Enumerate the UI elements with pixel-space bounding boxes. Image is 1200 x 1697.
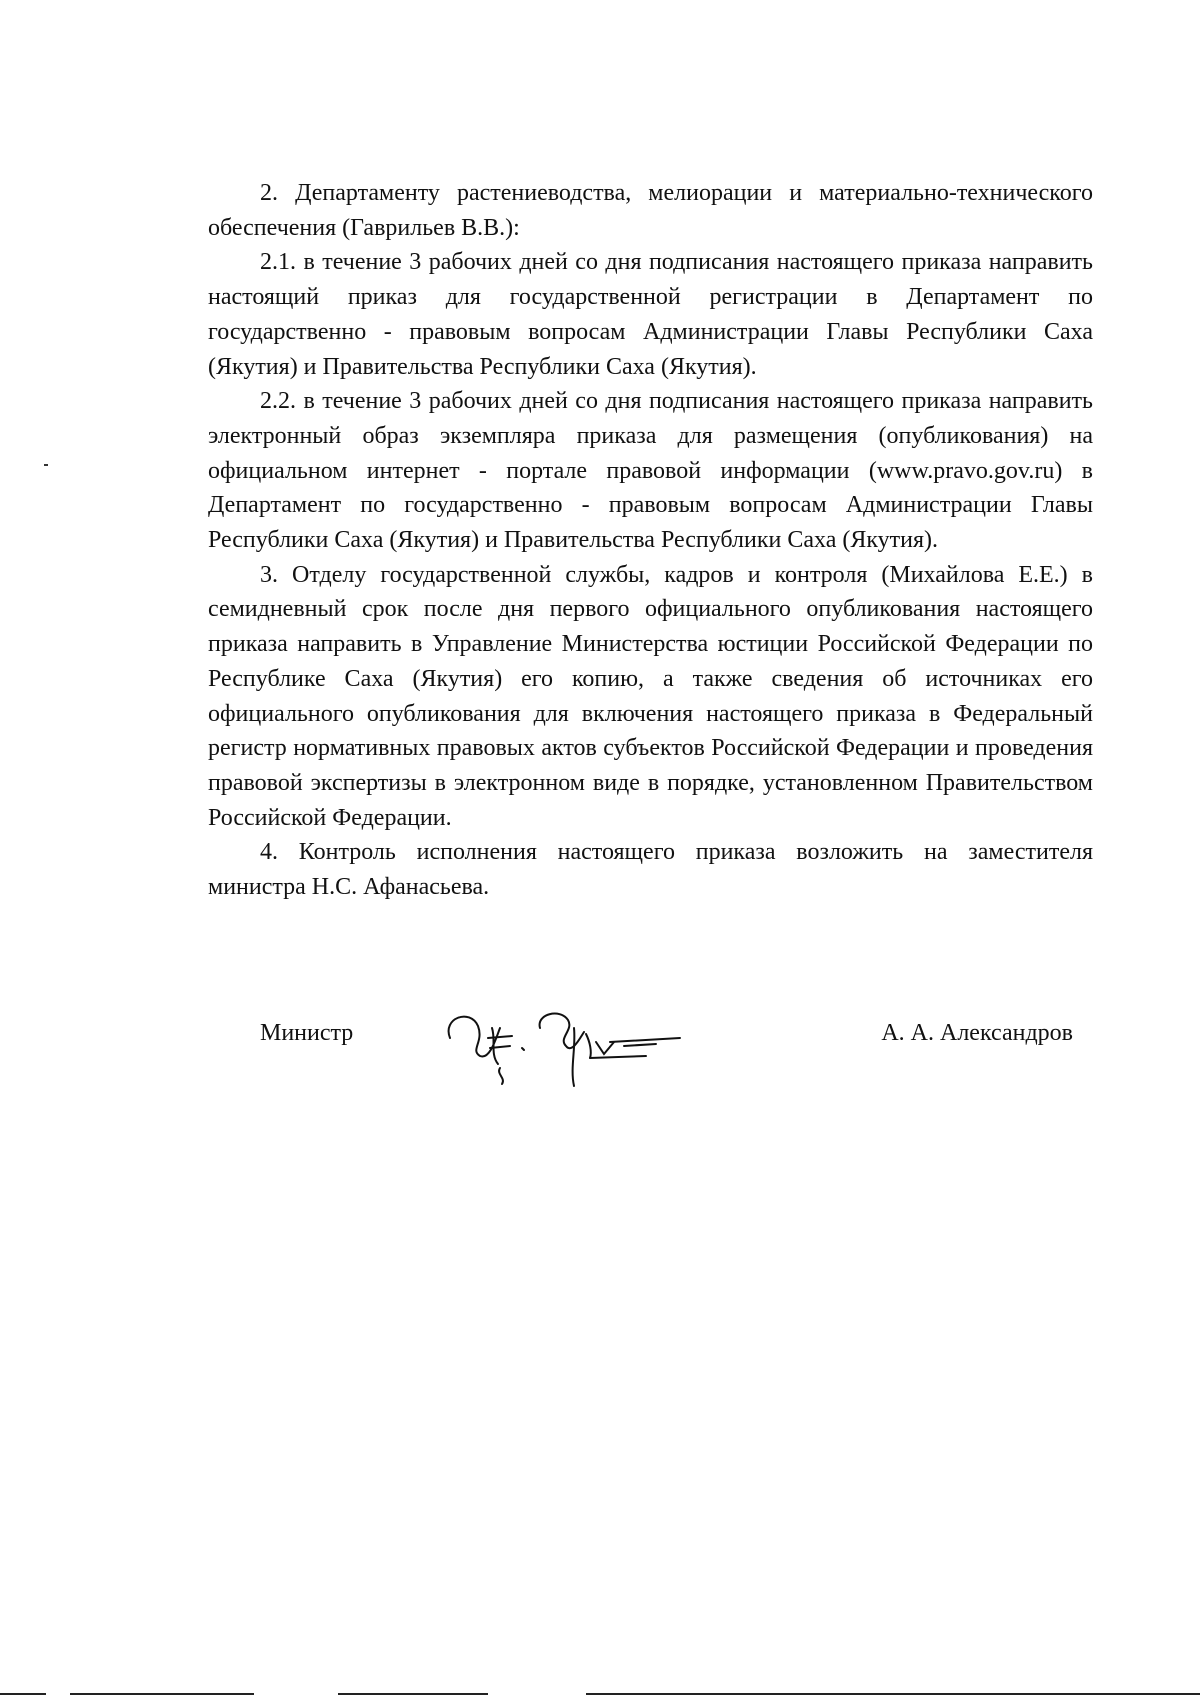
scan-edge-line <box>70 1693 254 1695</box>
paragraph-2: 2. Департаменту растениеводства, мелиорации и материально-технического обеспечения (Гаврильев В.В.): <box>208 180 1093 241</box>
signatory-name: А. А. Александров <box>881 1020 1073 1046</box>
paragraph-4: 4. Контроль исполнения настоящего приказа возложить на заместителя министра Н.С. Афанасьева. <box>208 839 1093 901</box>
signature-row <box>208 1008 1093 1088</box>
document-body <box>208 176 1093 905</box>
scan-edge-line <box>586 1693 1200 1695</box>
scan-edge-line <box>0 1693 46 1695</box>
scan-speck <box>44 464 48 466</box>
scan-edge-line <box>338 1693 488 1695</box>
paragraph-3: 3. Отделу государственной службы, кадров и контроля (Михайлова Е.Е.) в семидневный срок после дня первого официального опубликования настоящего приказа направить в Управление Министерства юстиции Российской Федерации по Республике Саха (Якутия) его копию, а также сведения об источниках его официального опубликования для включения настоящего приказа в Федеральный регистр нормативных правовых актов субъектов Российской Федерации и проведения правовой экспертизы в электронном виде в порядке, установленном Правительством Российской Федерации. <box>208 561 1093 831</box>
paragraph-2-2: 2.2. в течение 3 рабочих дней со дня подписания настоящего приказа направить электронный образ экземпляра приказа для размещения (опубликования) на официальном интернет - портале правовой информации (www.pravo.gov.ru) в Департамент по государственно - правовым вопросам Администрации Главы Республики Саха (Якутия) и Правительства Республики Саха (Якутия). <box>208 388 1093 554</box>
paragraph-2-1: 2.1. в течение 3 рабочих дней со дня подписания настоящего приказа направить настоящий приказ для государственной регистрации в Департамент по государственно - правовым вопросам Администрации Главы Республики Саха (Якутия) и Правительства Республики Саха (Якутия). <box>208 249 1093 380</box>
handwritten-signature-icon <box>440 998 700 1093</box>
signatory-role: Министр <box>260 1020 354 1046</box>
